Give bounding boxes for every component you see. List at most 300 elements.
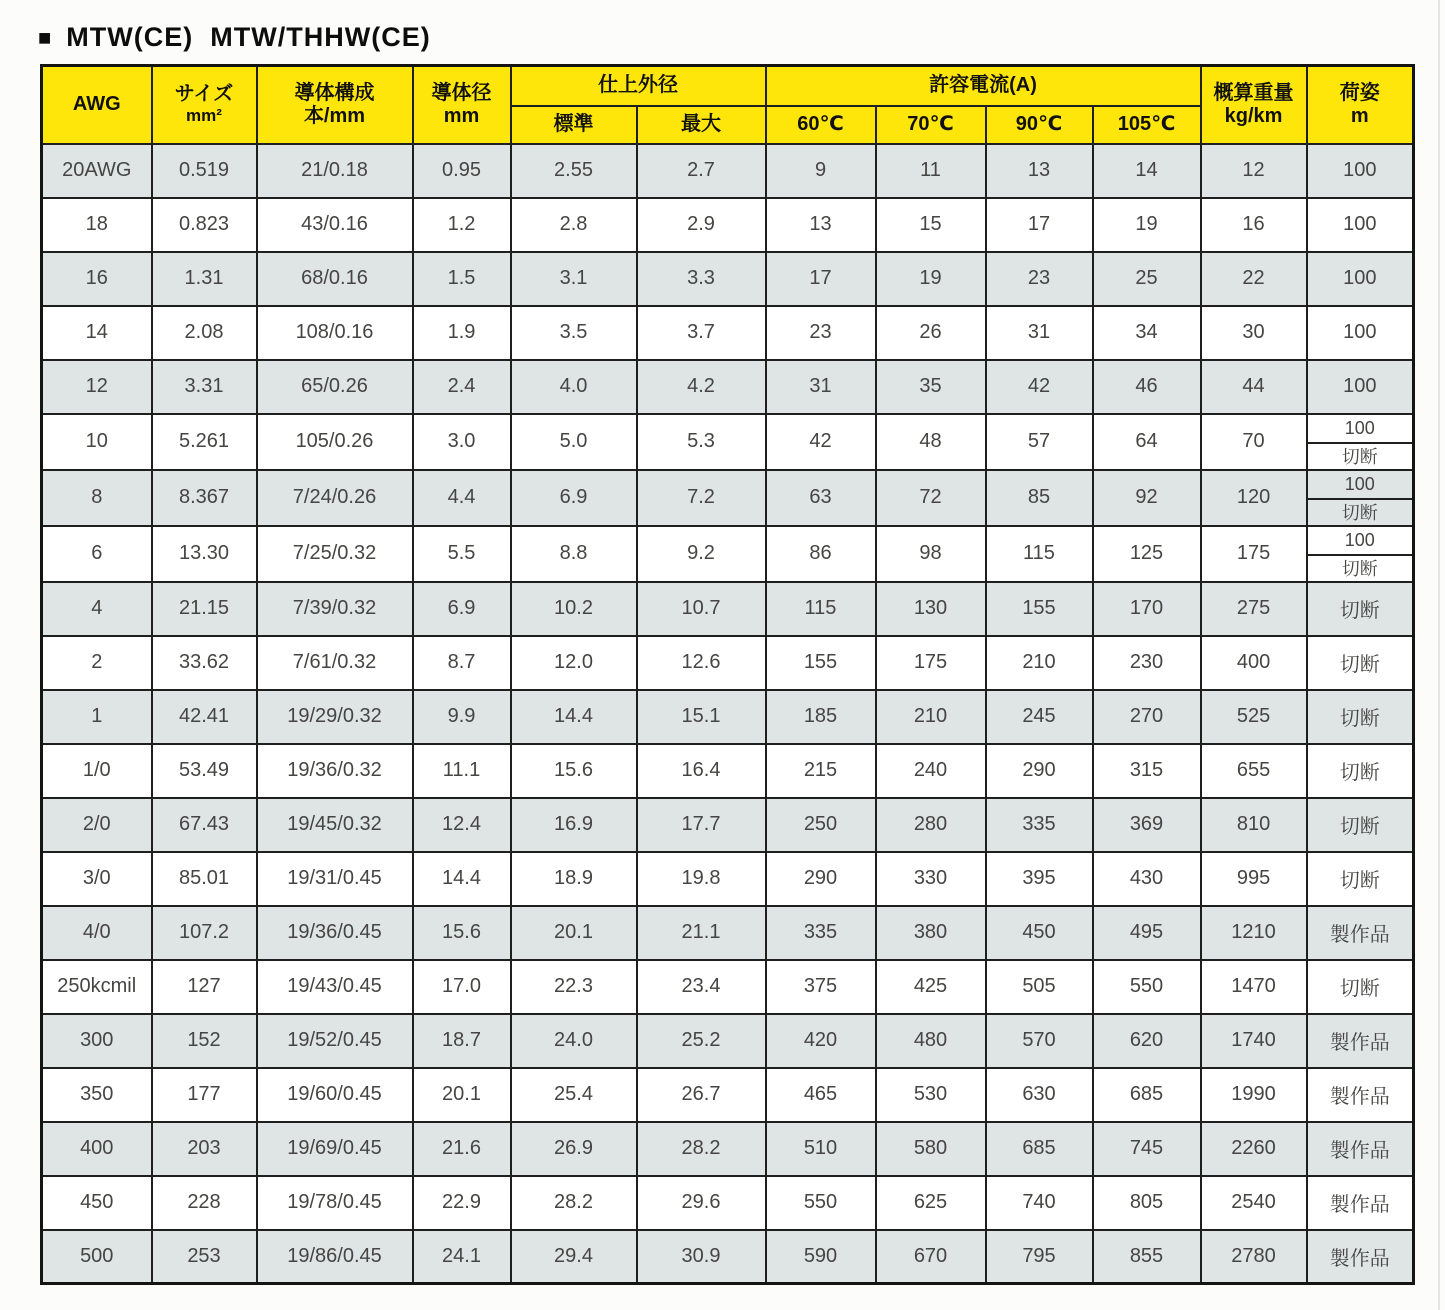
cell-size: 107.2: [152, 906, 257, 960]
cell-diameter: 1.5: [413, 252, 511, 306]
cell-od_max: 4.2: [637, 360, 766, 414]
cell-conductor: 7/61/0.32: [257, 636, 413, 690]
cell-packing: 切断: [1307, 690, 1414, 744]
cell-od_max: 23.4: [637, 960, 766, 1014]
cell-od_max: 15.1: [637, 690, 766, 744]
cell-diameter: 0.95: [413, 144, 511, 198]
cell-od_max: 9.2: [637, 526, 766, 582]
cell-packing: [1307, 470, 1414, 526]
cell-od_std: 3.5: [511, 306, 637, 360]
cell-awg: 4/0: [42, 906, 152, 960]
cell-weight: 2260: [1201, 1122, 1307, 1176]
cell-weight: 12: [1201, 144, 1307, 198]
cell-conductor: 108/0.16: [257, 306, 413, 360]
cell-size: 53.49: [152, 744, 257, 798]
cell-a105: 14: [1093, 144, 1201, 198]
cell-size: 5.261: [152, 414, 257, 470]
table-row: [42, 690, 1414, 744]
cell-od_std: 22.3: [511, 960, 637, 1014]
cell-a60: 17: [766, 252, 876, 306]
cell-a90: 17: [986, 198, 1093, 252]
cell-od_std: 6.9: [511, 470, 637, 526]
cell-conductor: 19/29/0.32: [257, 690, 413, 744]
cell-a90: 155: [986, 582, 1093, 636]
cell-conductor: 21/0.18: [257, 144, 413, 198]
cell-a70: 26: [876, 306, 986, 360]
table-row: [42, 198, 1414, 252]
cell-od_max: 19.8: [637, 852, 766, 906]
cell-a60: 86: [766, 526, 876, 582]
cell-conductor: 19/69/0.45: [257, 1122, 413, 1176]
cell-a60: 550: [766, 1176, 876, 1230]
cell-a60: 465: [766, 1068, 876, 1122]
cell-conductor: 7/25/0.32: [257, 526, 413, 582]
cell-od_max: 29.6: [637, 1176, 766, 1230]
cell-od_std: 25.4: [511, 1068, 637, 1122]
header-temp-90: 90℃: [986, 106, 1093, 144]
cell-size: 42.41: [152, 690, 257, 744]
cell-a105: 315: [1093, 744, 1201, 798]
cell-a105: 46: [1093, 360, 1201, 414]
cell-awg: 400: [42, 1122, 152, 1176]
cell-weight: 22: [1201, 252, 1307, 306]
cell-a90: 57: [986, 414, 1093, 470]
cell-awg: 350: [42, 1068, 152, 1122]
cell-a60: 250: [766, 798, 876, 852]
page-title-text: MTW(CE) MTW/THHW(CE): [66, 22, 431, 52]
page-title: [38, 22, 431, 53]
cell-conductor: 19/36/0.32: [257, 744, 413, 798]
packing-sub-bottom: 切断: [1308, 554, 1413, 581]
cell-weight: 400: [1201, 636, 1307, 690]
cell-diameter: 17.0: [413, 960, 511, 1014]
cell-conductor: 19/52/0.45: [257, 1014, 413, 1068]
cell-packing: 製作品: [1307, 906, 1414, 960]
cell-a105: 550: [1093, 960, 1201, 1014]
cell-a105: 745: [1093, 1122, 1201, 1176]
cell-a70: 280: [876, 798, 986, 852]
cell-a70: 130: [876, 582, 986, 636]
cell-size: 253: [152, 1230, 257, 1284]
cell-od_max: 7.2: [637, 470, 766, 526]
cell-od_std: 16.9: [511, 798, 637, 852]
header-od-max: 最大: [637, 106, 766, 144]
cell-od_max: 5.3: [637, 414, 766, 470]
cell-diameter: 2.4: [413, 360, 511, 414]
header-ampacity-group: 許容電流(A): [766, 66, 1201, 106]
cell-diameter: 24.1: [413, 1230, 511, 1284]
header-conductor: [257, 66, 413, 144]
table-row: [42, 144, 1414, 198]
cell-a60: 375: [766, 960, 876, 1014]
cell-od_std: 26.9: [511, 1122, 637, 1176]
cell-diameter: 5.5: [413, 526, 511, 582]
cell-awg: 10: [42, 414, 152, 470]
packing-sub-top: 100: [1344, 529, 1375, 550]
cell-awg: 2/0: [42, 798, 152, 852]
cell-a105: 805: [1093, 1176, 1201, 1230]
cell-packing: 100: [1307, 252, 1414, 306]
table-row: [42, 526, 1414, 582]
cell-diameter: 11.1: [413, 744, 511, 798]
table-row: [42, 852, 1414, 906]
cell-packing: [1307, 526, 1414, 582]
cell-a105: 855: [1093, 1230, 1201, 1284]
cell-diameter: 4.4: [413, 470, 511, 526]
cell-a60: 215: [766, 744, 876, 798]
cell-a90: 23: [986, 252, 1093, 306]
cell-packing: 100: [1307, 306, 1414, 360]
cell-a70: 210: [876, 690, 986, 744]
cell-a90: 245: [986, 690, 1093, 744]
cell-size: 152: [152, 1014, 257, 1068]
cell-a90: 85: [986, 470, 1093, 526]
cell-od_std: 14.4: [511, 690, 637, 744]
table-row: [42, 1014, 1414, 1068]
cell-a90: 42: [986, 360, 1093, 414]
cell-size: 2.08: [152, 306, 257, 360]
cell-a105: 25: [1093, 252, 1201, 306]
header-temp-70: 70℃: [876, 106, 986, 144]
header-diameter: [413, 66, 511, 144]
cell-weight: 275: [1201, 582, 1307, 636]
cell-od_std: 2.8: [511, 198, 637, 252]
cell-size: 21.15: [152, 582, 257, 636]
header-temp-105: 105℃: [1093, 106, 1201, 144]
cell-a105: 125: [1093, 526, 1201, 582]
cell-a60: 420: [766, 1014, 876, 1068]
cell-size: 33.62: [152, 636, 257, 690]
square-bullet-icon: ■: [38, 24, 53, 50]
cell-od_std: 15.6: [511, 744, 637, 798]
cell-awg: 14: [42, 306, 152, 360]
header-weight-unit: kg/km: [1224, 104, 1283, 127]
cell-packing: 製作品: [1307, 1230, 1414, 1284]
cell-a70: 15: [876, 198, 986, 252]
cell-conductor: 68/0.16: [257, 252, 413, 306]
cell-od_std: 3.1: [511, 252, 637, 306]
header-size-unit: mm²: [186, 106, 222, 126]
cell-diameter: 21.6: [413, 1122, 511, 1176]
cell-a105: 92: [1093, 470, 1201, 526]
cell-a60: 23: [766, 306, 876, 360]
header-packing-label: 荷姿: [1339, 81, 1380, 104]
cell-diameter: 9.9: [413, 690, 511, 744]
cell-size: 3.31: [152, 360, 257, 414]
cell-awg: 1/0: [42, 744, 152, 798]
cell-od_max: 17.7: [637, 798, 766, 852]
cell-od_max: 30.9: [637, 1230, 766, 1284]
header-size-label: サイズ: [174, 83, 234, 106]
cell-a105: 369: [1093, 798, 1201, 852]
cell-conductor: 19/45/0.32: [257, 798, 413, 852]
cell-a90: 740: [986, 1176, 1093, 1230]
cell-weight: 120: [1201, 470, 1307, 526]
cell-packing: 切断: [1307, 744, 1414, 798]
header-weight: [1201, 66, 1307, 144]
cell-diameter: 22.9: [413, 1176, 511, 1230]
packing-sub-top: 100: [1344, 417, 1375, 438]
cell-packing: 切断: [1307, 798, 1414, 852]
cell-a90: 395: [986, 852, 1093, 906]
cell-a60: 13: [766, 198, 876, 252]
cell-od_std: 24.0: [511, 1014, 637, 1068]
table-row: [42, 414, 1414, 470]
cell-conductor: 19/78/0.45: [257, 1176, 413, 1230]
cell-size: 203: [152, 1122, 257, 1176]
table-body: [42, 144, 1414, 1284]
cell-a70: 35: [876, 360, 986, 414]
wire-spec-table: [40, 64, 1415, 1285]
table-row: [42, 252, 1414, 306]
cell-awg: 18: [42, 198, 152, 252]
cell-a105: 620: [1093, 1014, 1201, 1068]
cell-packing: 切断: [1307, 636, 1414, 690]
cell-a60: 155: [766, 636, 876, 690]
cell-a90: 795: [986, 1230, 1093, 1284]
cell-packing: 切断: [1307, 582, 1414, 636]
cell-a90: 31: [986, 306, 1093, 360]
cell-weight: 1210: [1201, 906, 1307, 960]
cell-od_max: 28.2: [637, 1122, 766, 1176]
cell-a60: 9: [766, 144, 876, 198]
cell-weight: 995: [1201, 852, 1307, 906]
cell-weight: 175: [1201, 526, 1307, 582]
cell-weight: 30: [1201, 306, 1307, 360]
cell-a90: 290: [986, 744, 1093, 798]
cell-packing: 100: [1307, 360, 1414, 414]
cell-od_std: 29.4: [511, 1230, 637, 1284]
packing-sub-top: 100: [1344, 473, 1375, 494]
header-packing-unit: m: [1350, 104, 1369, 127]
cell-diameter: 18.7: [413, 1014, 511, 1068]
cell-diameter: 3.0: [413, 414, 511, 470]
cell-packing: 切断: [1307, 852, 1414, 906]
cell-weight: 16: [1201, 198, 1307, 252]
cell-diameter: 1.2: [413, 198, 511, 252]
table-row: [42, 906, 1414, 960]
cell-a70: 625: [876, 1176, 986, 1230]
cell-awg: 450: [42, 1176, 152, 1230]
cell-a105: 495: [1093, 906, 1201, 960]
cell-weight: 655: [1201, 744, 1307, 798]
cell-a70: 380: [876, 906, 986, 960]
cell-size: 1.31: [152, 252, 257, 306]
header-conductor-label: 導体構成: [294, 81, 375, 104]
cell-conductor: 105/0.26: [257, 414, 413, 470]
cell-conductor: 19/43/0.45: [257, 960, 413, 1014]
cell-awg: 300: [42, 1014, 152, 1068]
header-finished-od-group: 仕上外径: [511, 66, 766, 106]
cell-a90: 505: [986, 960, 1093, 1014]
cell-a105: 64: [1093, 414, 1201, 470]
cell-od_max: 3.3: [637, 252, 766, 306]
cell-weight: 1740: [1201, 1014, 1307, 1068]
cell-od_max: 10.7: [637, 582, 766, 636]
cell-od_std: 5.0: [511, 414, 637, 470]
cell-diameter: 8.7: [413, 636, 511, 690]
table-row: [42, 744, 1414, 798]
cell-packing: 製作品: [1307, 1068, 1414, 1122]
packing-sub-bottom: 切断: [1308, 442, 1413, 469]
cell-conductor: 19/31/0.45: [257, 852, 413, 906]
table-row: [42, 1230, 1414, 1284]
header-diameter-unit: mm: [443, 104, 480, 127]
cell-packing: 100: [1307, 198, 1414, 252]
cell-a105: 685: [1093, 1068, 1201, 1122]
cell-size: 0.823: [152, 198, 257, 252]
cell-a70: 330: [876, 852, 986, 906]
cell-size: 228: [152, 1176, 257, 1230]
cell-size: 67.43: [152, 798, 257, 852]
cell-a90: 115: [986, 526, 1093, 582]
cell-size: 85.01: [152, 852, 257, 906]
cell-conductor: 43/0.16: [257, 198, 413, 252]
cell-weight: 70: [1201, 414, 1307, 470]
cell-size: 177: [152, 1068, 257, 1122]
header-awg: [42, 66, 152, 144]
cell-a70: 530: [876, 1068, 986, 1122]
cell-size: 13.30: [152, 526, 257, 582]
header-diameter-label: 導体径: [431, 81, 492, 104]
header-awg-label: AWG: [72, 93, 121, 116]
cell-awg: 4: [42, 582, 152, 636]
cell-a90: 13: [986, 144, 1093, 198]
cell-packing: 切断: [1307, 960, 1414, 1014]
cell-weight: 810: [1201, 798, 1307, 852]
cell-awg: 16: [42, 252, 152, 306]
cell-packing: [1307, 414, 1414, 470]
table-header: [42, 66, 1414, 144]
cell-a60: 510: [766, 1122, 876, 1176]
table-row: [42, 960, 1414, 1014]
cell-size: 0.519: [152, 144, 257, 198]
cell-size: 127: [152, 960, 257, 1014]
cell-a90: 630: [986, 1068, 1093, 1122]
cell-a70: 670: [876, 1230, 986, 1284]
cell-awg: 1: [42, 690, 152, 744]
cell-a70: 19: [876, 252, 986, 306]
cell-conductor: 7/24/0.26: [257, 470, 413, 526]
header-od-standard: 標準: [511, 106, 637, 144]
cell-awg: 250kcmil: [42, 960, 152, 1014]
cell-packing: 製作品: [1307, 1122, 1414, 1176]
cell-od_max: 26.7: [637, 1068, 766, 1122]
cell-a105: 19: [1093, 198, 1201, 252]
packing-sub-bottom: 切断: [1308, 498, 1413, 525]
cell-a60: 42: [766, 414, 876, 470]
cell-od_max: 3.7: [637, 306, 766, 360]
cell-diameter: 6.9: [413, 582, 511, 636]
cell-a60: 290: [766, 852, 876, 906]
table-row: [42, 798, 1414, 852]
cell-a60: 63: [766, 470, 876, 526]
cell-packing: 製作品: [1307, 1014, 1414, 1068]
cell-od_std: 8.8: [511, 526, 637, 582]
table-row: [42, 1176, 1414, 1230]
cell-od_std: 20.1: [511, 906, 637, 960]
cell-weight: 2540: [1201, 1176, 1307, 1230]
cell-od_std: 18.9: [511, 852, 637, 906]
header-conductor-unit: 本/mm: [303, 104, 366, 127]
cell-a60: 335: [766, 906, 876, 960]
cell-od_std: 28.2: [511, 1176, 637, 1230]
cell-od_max: 21.1: [637, 906, 766, 960]
cell-conductor: 19/86/0.45: [257, 1230, 413, 1284]
cell-awg: 12: [42, 360, 152, 414]
header-weight-label: 概算重量: [1213, 81, 1294, 104]
cell-a70: 480: [876, 1014, 986, 1068]
cell-diameter: 1.9: [413, 306, 511, 360]
cell-od_std: 10.2: [511, 582, 637, 636]
cell-a105: 230: [1093, 636, 1201, 690]
cell-a70: 48: [876, 414, 986, 470]
cell-a60: 31: [766, 360, 876, 414]
cell-a70: 98: [876, 526, 986, 582]
cell-a70: 11: [876, 144, 986, 198]
cell-a60: 185: [766, 690, 876, 744]
cell-a70: 580: [876, 1122, 986, 1176]
cell-diameter: 14.4: [413, 852, 511, 906]
cell-conductor: 19/36/0.45: [257, 906, 413, 960]
cell-awg: 6: [42, 526, 152, 582]
table-row: [42, 306, 1414, 360]
cell-od_max: 12.6: [637, 636, 766, 690]
header-packing: [1307, 66, 1414, 144]
table-row: [42, 1068, 1414, 1122]
cell-a70: 175: [876, 636, 986, 690]
header-size: [152, 66, 257, 144]
cell-awg: 500: [42, 1230, 152, 1284]
cell-conductor: 65/0.26: [257, 360, 413, 414]
cell-a90: 450: [986, 906, 1093, 960]
cell-a90: 570: [986, 1014, 1093, 1068]
cell-a105: 430: [1093, 852, 1201, 906]
cell-od_max: 25.2: [637, 1014, 766, 1068]
cell-a90: 685: [986, 1122, 1093, 1176]
cell-weight: 44: [1201, 360, 1307, 414]
cell-awg: 20AWG: [42, 144, 152, 198]
cell-od_max: 2.7: [637, 144, 766, 198]
cell-packing: 製作品: [1307, 1176, 1414, 1230]
cell-a90: 335: [986, 798, 1093, 852]
cell-a60: 115: [766, 582, 876, 636]
cell-packing: 100: [1307, 144, 1414, 198]
table-row: [42, 582, 1414, 636]
cell-a105: 34: [1093, 306, 1201, 360]
table-row: [42, 360, 1414, 414]
cell-a60: 590: [766, 1230, 876, 1284]
cell-size: 8.367: [152, 470, 257, 526]
cell-diameter: 15.6: [413, 906, 511, 960]
cell-awg: 3/0: [42, 852, 152, 906]
cell-a105: 270: [1093, 690, 1201, 744]
cell-a90: 210: [986, 636, 1093, 690]
cell-a105: 170: [1093, 582, 1201, 636]
cell-a70: 240: [876, 744, 986, 798]
cell-a70: 425: [876, 960, 986, 1014]
cell-weight: 1470: [1201, 960, 1307, 1014]
cell-weight: 525: [1201, 690, 1307, 744]
cell-conductor: 19/60/0.45: [257, 1068, 413, 1122]
cell-a70: 72: [876, 470, 986, 526]
cell-diameter: 20.1: [413, 1068, 511, 1122]
cell-od_max: 16.4: [637, 744, 766, 798]
cell-diameter: 12.4: [413, 798, 511, 852]
cell-weight: 2780: [1201, 1230, 1307, 1284]
table-row: [42, 636, 1414, 690]
cell-awg: 2: [42, 636, 152, 690]
